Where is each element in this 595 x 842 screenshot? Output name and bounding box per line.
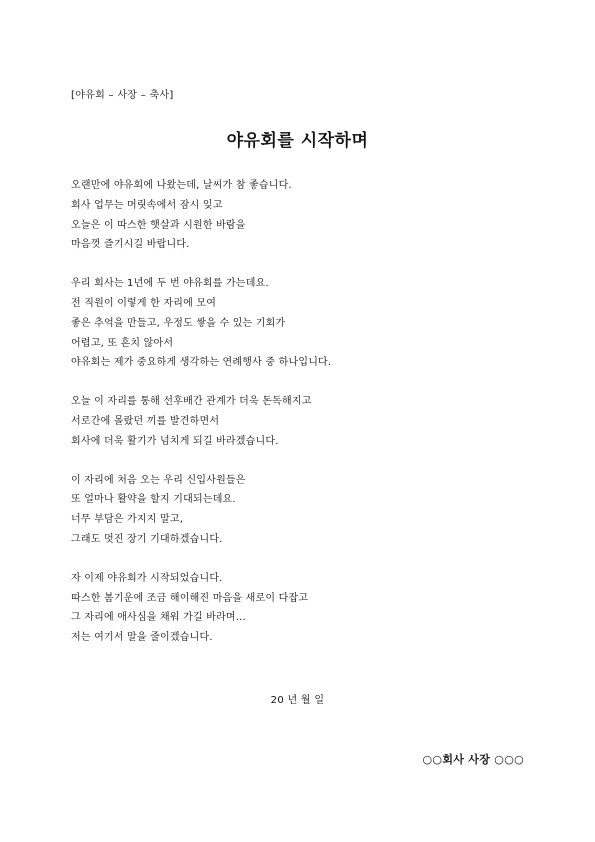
text-line: 오랜만에 야유회에 나왔는데, 날씨가 참 좋습니다. [71, 180, 292, 191]
text-line: 마음껏 즐기시길 바랍니다. [71, 239, 190, 251]
text-line: 서로간에 몰랐던 끼를 발견하면서 [71, 415, 220, 427]
text-line: 야유회는 제가 중요하게 생각하는 연례행사 중 하나입니다. [71, 357, 332, 369]
paragraph [71, 569, 541, 648]
text-line: 오늘 이 자리를 통해 선후배간 관계가 더욱 돈독해지고 [71, 396, 312, 408]
page-title: 야유회를 시작하며 [226, 131, 369, 151]
speech-body [71, 176, 541, 667]
text-line: 이 자리에 처음 오는 우리 신입사원들은 [71, 474, 246, 486]
text-line: 어렵고, 또 흔치 않아서 [71, 337, 174, 349]
date-line: 20 년 월 일 [270, 695, 325, 706]
text-line: 저는 여기서 말을 줄이겠습니다. [71, 632, 213, 644]
signature: ○○회사 사장 ○○○ [422, 753, 524, 766]
paragraph [71, 392, 541, 451]
paragraph [71, 176, 541, 255]
text-line: 그 자리에 애사심을 채워 가길 바라며... [71, 612, 246, 624]
text-line: 전 직원이 이렇게 한 자리에 모여 [71, 297, 217, 309]
text-line: 좋은 추억을 만들고, 우정도 쌓을 수 있는 기회가 [71, 317, 286, 329]
text-line: 우리 회사는 1년에 두 번 야유회를 가는데요. [71, 278, 269, 290]
text-line: 자 이제 야유회가 시작되었습니다. [71, 572, 223, 584]
text-line: 그래도 멋진 장기 기대하겠습니다. [71, 533, 223, 545]
text-line: 회사에 더욱 활기가 넘치게 되길 바라겠습니다. [71, 435, 279, 447]
text-line: 너무 부담은 가지지 말고, [71, 514, 184, 526]
text-line: 따스한 봄기운에 조금 해이해진 마음을 새로이 다잡고 [71, 592, 309, 604]
paragraph [71, 274, 541, 373]
text-line: 오늘은 이 따스한 햇살과 시원한 바람을 [71, 219, 246, 231]
text-line: 또 얼마나 활약을 할지 기대되는데요. [71, 494, 236, 506]
text-line: 회사 업무는 머릿속에서 잠시 잊고 [71, 199, 223, 211]
paragraph [71, 471, 541, 550]
header-tag: [야유회 – 사장 – 축사] [71, 90, 174, 101]
